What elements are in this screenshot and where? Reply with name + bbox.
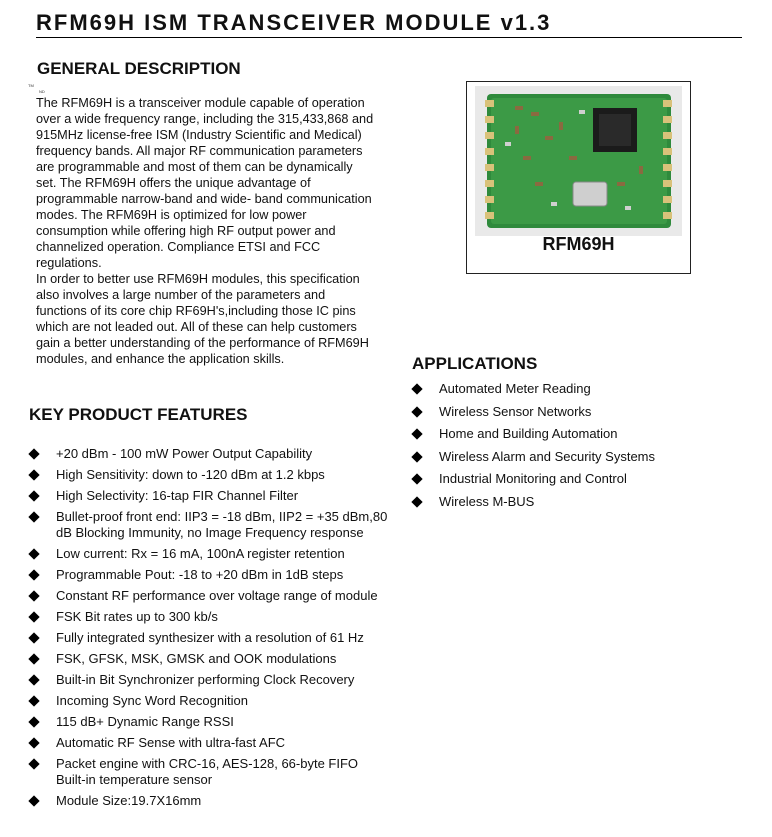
module-photo xyxy=(475,86,682,236)
list-item: FSK Bit rates up to 300 kb/s xyxy=(29,609,409,625)
bullet-diamond-icon xyxy=(28,695,39,706)
list-item: Packet engine with CRC-16, AES-128, 66-byte FIFO Built-in temperature sensor xyxy=(29,756,409,788)
list-item: Incoming Sync Word Recognition xyxy=(29,693,409,709)
bullet-diamond-icon xyxy=(28,716,39,727)
list-item: Home and Building Automation xyxy=(412,426,752,442)
list-item: Low current: Rx = 16 mA, 100nA register retention xyxy=(29,546,409,562)
bullet-diamond-icon xyxy=(411,451,422,462)
module-figure xyxy=(466,81,691,274)
list-item: Automatic RF Sense with ultra-fast AFC xyxy=(29,735,409,751)
bullet-diamond-icon xyxy=(28,674,39,685)
list-item: Automated Meter Reading xyxy=(412,381,752,397)
list-item: Programmable Pout: -18 to +20 dBm in 1dB steps xyxy=(29,567,409,583)
applications-list xyxy=(412,381,752,516)
list-item: High Selectivity: 16-tap FIR Channel Filter xyxy=(29,488,409,504)
list-item: Bullet-proof front end: IIP3 = -18 dBm, IIP2 = +35 dBm,80 dB Blocking Immunity, no Image Frequency response xyxy=(29,509,409,541)
bullet-diamond-icon xyxy=(411,473,422,484)
tiny-mark-1: TM xyxy=(28,83,34,88)
bullet-diamond-icon xyxy=(411,383,422,394)
bullet-diamond-icon xyxy=(28,653,39,664)
list-item: Fully integrated synthesizer with a resolution of 61 Hz xyxy=(29,630,409,646)
list-item: Built-in Bit Synchronizer performing Clock Recovery xyxy=(29,672,409,688)
list-item: +20 dBm - 100 mW Power Output Capability xyxy=(29,446,409,462)
bullet-diamond-icon xyxy=(28,448,39,459)
list-item: Module Size:19.7X16mm xyxy=(29,793,409,809)
bullet-diamond-icon xyxy=(28,590,39,601)
bullet-diamond-icon xyxy=(28,611,39,622)
bullet-diamond-icon xyxy=(411,406,422,417)
list-item: Industrial Monitoring and Control xyxy=(412,471,752,487)
module-caption: RFM69H xyxy=(542,234,615,254)
document-title: RFM69H ISM TRANSCEIVER MODULE v1.3 xyxy=(36,10,552,35)
bullet-diamond-icon xyxy=(28,490,39,501)
bullet-diamond-icon xyxy=(28,758,39,769)
bullet-diamond-icon xyxy=(28,795,39,806)
title-underline xyxy=(36,37,742,38)
list-item: FSK, GFSK, MSK, GMSK and OOK modulations xyxy=(29,651,409,667)
key-product-features-heading: KEY PRODUCT FEATURES xyxy=(29,405,248,424)
list-item: Wireless Sensor Networks xyxy=(412,404,752,420)
applications-heading: APPLICATIONS xyxy=(412,354,538,373)
bullet-diamond-icon xyxy=(28,548,39,559)
bullet-diamond-icon xyxy=(28,737,39,748)
list-item: High Sensitivity: down to -120 dBm at 1.2 kbps xyxy=(29,467,409,483)
bullet-diamond-icon xyxy=(411,496,422,507)
bullet-diamond-icon xyxy=(28,469,39,480)
features-list xyxy=(29,446,409,814)
list-item: 115 dB+ Dynamic Range RSSI xyxy=(29,714,409,730)
bullet-diamond-icon xyxy=(28,632,39,643)
bullet-diamond-icon xyxy=(28,511,39,522)
list-item: Wireless M-BUS xyxy=(412,494,752,510)
bullet-diamond-icon xyxy=(411,428,422,439)
general-description-heading: GENERAL DESCRIPTION xyxy=(37,59,241,78)
bullet-diamond-icon xyxy=(28,569,39,580)
list-item: Wireless Alarm and Security Systems xyxy=(412,449,752,465)
tiny-mark-2: ND xyxy=(39,89,45,94)
list-item: Constant RF performance over voltage range of module xyxy=(29,588,409,604)
general-description-text: The RFM69H is a transceiver module capable of operation over a wide frequency range, including the 315,433,868 and 915MHz license-free ISM (Industry Scientific and Medical) frequency bands. All major RF communication parameters are programmable and most of them can be dynamically set. The RFM69H offers the unique advantage of programmable narrow-band and wide- band communication modes. The RFM69H is optimized for low power consumption while offering high RF output power and channelized operation. Compliance ETSI and FCC regulations. In order to better use RFM69H modules, this specification also involves a large number of the parameters and functions of its core chip RF69H's,including those IC pins which are not leaded out. All of these can help customers gain a better understanding of the performance of RFM69H modules, and enhance the application skills. xyxy=(36,96,374,366)
